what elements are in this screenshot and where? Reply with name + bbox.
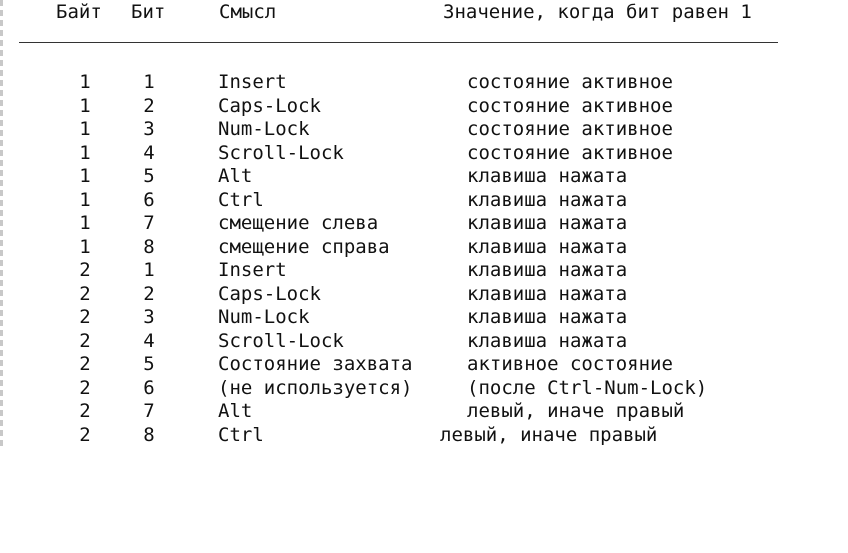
row-value: состояние активное: [467, 71, 673, 93]
row-meaning: Scroll-Lock: [218, 141, 344, 164]
table-row: [0, 71, 848, 94]
table-row: [0, 165, 848, 188]
header-bit: Бит: [131, 1, 166, 23]
table-row: [0, 118, 848, 141]
row-byte: 2: [79, 400, 91, 422]
row-byte: 1: [79, 188, 91, 211]
row-value: клавиша нажата: [467, 212, 628, 234]
row-byte: 1: [79, 141, 91, 164]
row-bit: 1: [143, 259, 155, 281]
header-divider: [19, 42, 778, 43]
row-value: клавиша нажата: [467, 235, 628, 258]
row-value: состояние активное: [467, 118, 673, 140]
table-row: [0, 353, 848, 376]
table-row: [0, 236, 848, 259]
row-byte: 2: [79, 376, 91, 399]
row-bit: 2: [143, 94, 155, 117]
row-meaning: Alt: [218, 400, 253, 422]
row-value: левый, иначе правый: [467, 400, 685, 422]
row-value: клавиша нажата: [467, 259, 628, 281]
table-row: [0, 142, 848, 165]
row-meaning: смещение слева: [218, 212, 379, 234]
row-bit: 5: [143, 353, 155, 375]
row-meaning: Caps-Lock: [218, 282, 321, 305]
row-meaning: Insert: [218, 71, 287, 93]
row-meaning: смещение справа: [218, 235, 390, 258]
header-byte: Байт: [56, 1, 102, 23]
table-row: [0, 259, 848, 282]
row-meaning: Состояние захвата: [218, 353, 413, 375]
table-row: [0, 306, 848, 329]
row-meaning: Ctrl: [218, 423, 264, 446]
row-bit: 3: [143, 118, 155, 140]
table-row: [0, 283, 848, 306]
row-byte: 2: [79, 353, 91, 375]
row-value: состояние активное: [467, 94, 673, 117]
row-byte: 1: [79, 71, 91, 93]
row-bit: 6: [143, 188, 155, 211]
row-value: состояние активное: [467, 141, 673, 164]
row-bit: 2: [143, 282, 155, 305]
table-row: [0, 377, 848, 400]
row-byte: 2: [79, 282, 91, 305]
table-row: [0, 95, 848, 118]
row-byte: 2: [79, 306, 91, 328]
row-value: клавиша нажата: [467, 329, 628, 352]
table-row: [0, 330, 848, 353]
row-byte: 1: [79, 212, 91, 234]
table-row: [0, 424, 848, 447]
row-bit: 6: [143, 376, 155, 399]
row-value: активное состояние: [467, 353, 673, 375]
row-bit: 7: [143, 400, 155, 422]
row-value: клавиша нажата: [467, 306, 628, 328]
row-value: клавиша нажата: [467, 188, 628, 211]
row-bit: 3: [143, 306, 155, 328]
row-byte: 1: [79, 118, 91, 140]
row-byte: 2: [79, 423, 91, 446]
row-bit: 1: [143, 71, 155, 93]
row-bit: 4: [143, 141, 155, 164]
table-row: [0, 212, 848, 235]
header-meaning: Смысл: [219, 1, 277, 23]
row-value: левый, иначе правый: [440, 423, 658, 446]
row-meaning: Caps-Lock: [218, 94, 321, 117]
row-meaning: Scroll-Lock: [218, 329, 344, 352]
row-byte: 1: [79, 165, 91, 187]
table-row: [0, 189, 848, 212]
row-meaning: Num-Lock: [218, 306, 310, 328]
header-value: Значение, когда бит равен 1: [443, 1, 752, 23]
row-bit: 7: [143, 212, 155, 234]
row-byte: 1: [79, 235, 91, 258]
row-bit: 8: [143, 423, 155, 446]
table-row: [0, 400, 848, 423]
row-value: (после Ctrl-Num-Lock): [467, 376, 708, 399]
row-byte: 1: [79, 94, 91, 117]
row-meaning: Ctrl: [218, 188, 264, 211]
row-bit: 5: [143, 165, 155, 187]
row-meaning: Num-Lock: [218, 118, 310, 140]
row-meaning: (не используется): [218, 376, 413, 399]
row-value: клавиша нажата: [467, 282, 628, 305]
row-value: клавиша нажата: [467, 165, 628, 187]
row-bit: 4: [143, 329, 155, 352]
row-meaning: Alt: [218, 165, 253, 187]
row-meaning: Insert: [218, 259, 287, 281]
table-header: [0, 1, 848, 24]
row-byte: 2: [79, 329, 91, 352]
row-byte: 2: [79, 259, 91, 281]
row-bit: 8: [143, 235, 155, 258]
